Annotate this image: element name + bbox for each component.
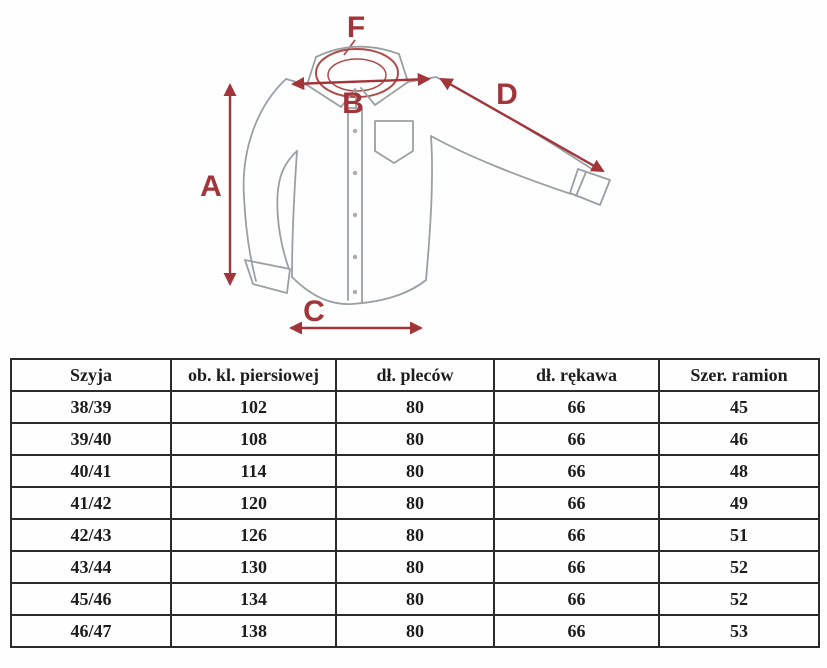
- table-cell: 138: [171, 615, 336, 647]
- table-cell: 48: [659, 455, 819, 487]
- dimension-label-a: A: [200, 170, 222, 203]
- dimension-label-c: C: [303, 295, 325, 328]
- dimension-label-f: F: [346, 11, 366, 44]
- measurement-arrows: [230, 79, 603, 328]
- right-sleeve-bottom: [431, 136, 571, 194]
- table-cell: 80: [336, 519, 494, 551]
- table-cell: 80: [336, 487, 494, 519]
- table-cell: 66: [494, 615, 659, 647]
- table-row: [11, 583, 819, 615]
- table-cell: 80: [336, 423, 494, 455]
- arrow-d-sleeve-length: [441, 79, 603, 171]
- buttons: [353, 129, 357, 294]
- table-cell: 39/40: [11, 423, 171, 455]
- table-row: [11, 423, 819, 455]
- table-cell: 80: [336, 391, 494, 423]
- table-cell: 80: [336, 615, 494, 647]
- table-cell: 66: [494, 487, 659, 519]
- size-table: [10, 358, 820, 648]
- table-cell: 66: [494, 455, 659, 487]
- table-cell: 40/41: [11, 455, 171, 487]
- table-cell: 134: [171, 583, 336, 615]
- table-cell: 114: [171, 455, 336, 487]
- table-cell: 51: [659, 519, 819, 551]
- col-header-neck: Szyja: [11, 359, 171, 391]
- body-left-edge: [292, 151, 297, 277]
- table-cell: 38/39: [11, 391, 171, 423]
- body-right-edge: [426, 136, 432, 280]
- table-cell: 120: [171, 487, 336, 519]
- table-cell: 52: [659, 551, 819, 583]
- table-cell: 53: [659, 615, 819, 647]
- col-header-shoulder: Szer. ramion: [659, 359, 819, 391]
- dimension-label-b: B: [342, 87, 364, 120]
- table-cell: 49: [659, 487, 819, 519]
- col-header-chest: ob. kl. piersiowej: [171, 359, 336, 391]
- table-cell: 80: [336, 455, 494, 487]
- table-row: [11, 615, 819, 647]
- table-cell: 66: [494, 391, 659, 423]
- dimension-label-d: D: [496, 78, 518, 111]
- table-cell: 46: [659, 423, 819, 455]
- table-cell: 130: [171, 551, 336, 583]
- table-cell: 43/44: [11, 551, 171, 583]
- shirt-outline: [244, 47, 610, 304]
- button-placket: [348, 90, 362, 302]
- table-cell: 80: [336, 583, 494, 615]
- table-cell: 45: [659, 391, 819, 423]
- table-body: [11, 391, 819, 647]
- table-cell: 41/42: [11, 487, 171, 519]
- size-table-container: [10, 358, 818, 648]
- table-cell: 52: [659, 583, 819, 615]
- col-header-sleeve: dł. rękawa: [494, 359, 659, 391]
- table-row: [11, 391, 819, 423]
- table-row: [11, 487, 819, 519]
- right-cuff-seam: [576, 172, 586, 196]
- table-cell: 46/47: [11, 615, 171, 647]
- table-cell: 102: [171, 391, 336, 423]
- table-cell: 66: [494, 423, 659, 455]
- table-cell: 66: [494, 519, 659, 551]
- table-header-row: [11, 359, 819, 391]
- table-row: [11, 455, 819, 487]
- table-cell: 42/43: [11, 519, 171, 551]
- table-cell: 108: [171, 423, 336, 455]
- table-cell: 126: [171, 519, 336, 551]
- table-cell: 80: [336, 551, 494, 583]
- table-cell: 45/46: [11, 583, 171, 615]
- chest-pocket: [375, 121, 413, 163]
- col-header-back: dł. pleców: [336, 359, 494, 391]
- table-cell: 66: [494, 551, 659, 583]
- table-row: [11, 519, 819, 551]
- table-row: [11, 551, 819, 583]
- right-cuff: [570, 169, 610, 205]
- table-cell: 66: [494, 583, 659, 615]
